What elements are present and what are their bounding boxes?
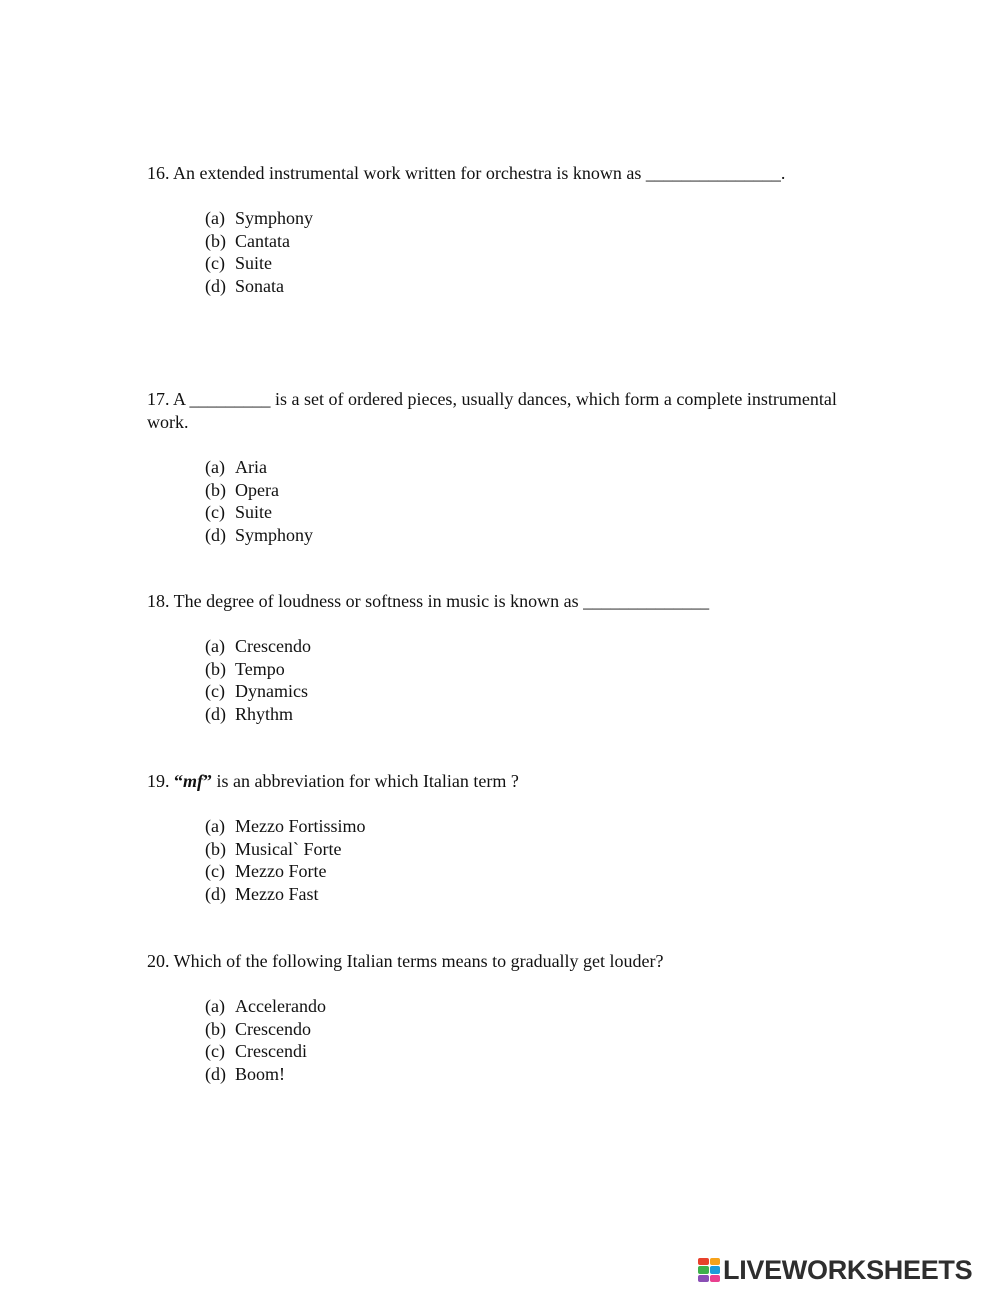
question-20-option-c[interactable]: (c) Crescendi xyxy=(205,1041,307,1062)
question-20-option-a[interactable]: (a) Accelerando xyxy=(205,996,326,1016)
logo-block-5 xyxy=(698,1275,709,1282)
question-16 xyxy=(147,162,847,297)
question-20-stem: 20. Which of the following Italian terms means to gradually get louder? xyxy=(147,951,664,971)
question-16-option-d[interactable]: (d) Sonata xyxy=(205,275,284,296)
question-16-options xyxy=(205,207,847,297)
question-16-option-b[interactable]: (b) Cantata xyxy=(205,230,290,251)
question-19-stem: 19. “mf” is an abbreviation for which Italian term ? xyxy=(147,771,519,791)
question-18-option-a[interactable]: (a) Crescendo xyxy=(205,636,311,656)
question-17-option-c[interactable]: (c) Suite xyxy=(205,502,273,523)
question-20-option-b[interactable]: (b) Crescendo xyxy=(205,1018,311,1039)
question-20-options xyxy=(205,995,847,1085)
liveworksheets-wordmark: LIVEWORKSHEETS xyxy=(723,1255,973,1285)
question-19-options xyxy=(205,815,847,905)
question-18-stem: 18. The degree of loudness or softness in music is known as ______________ xyxy=(147,591,710,611)
question-17-stem: 17. A _________ is a set of ordered pieces, usually dances, which form a complete instrumental work. xyxy=(147,389,837,432)
question-19-option-c[interactable]: (c) Mezzo Forte xyxy=(205,861,327,882)
logo-block-1 xyxy=(698,1258,709,1265)
mf-term: “mf” xyxy=(174,771,212,791)
logo-block-6 xyxy=(710,1275,721,1282)
question-17-option-d[interactable]: (d) Symphony xyxy=(205,524,314,545)
question-19-option-d[interactable]: (d) Mezzo Fast xyxy=(205,883,319,904)
question-17-options xyxy=(205,456,847,546)
liveworksheets-logo-icon xyxy=(698,1258,720,1282)
question-18 xyxy=(147,590,847,725)
question-19-option-a[interactable]: (a) Mezzo Fortissimo xyxy=(205,816,366,836)
question-19-option-b[interactable]: (b) Musical` Forte xyxy=(205,838,342,859)
question-19 xyxy=(147,770,847,905)
question-20 xyxy=(147,950,847,1085)
question-20-option-d[interactable]: (d) Boom! xyxy=(205,1063,286,1084)
question-18-option-b[interactable]: (b) Tempo xyxy=(205,658,285,679)
question-17-option-a[interactable]: (a) Aria xyxy=(205,457,267,477)
logo-block-3 xyxy=(698,1266,709,1273)
question-17-option-b[interactable]: (b) Opera xyxy=(205,479,279,500)
question-16-option-a[interactable]: (a) Symphony xyxy=(205,208,314,228)
question-17 xyxy=(147,388,847,546)
question-16-option-c[interactable]: (c) Suite xyxy=(205,253,273,274)
question-18-options xyxy=(205,635,847,725)
liveworksheets-logo[interactable] xyxy=(698,1257,972,1283)
question-18-option-d[interactable]: (d) Rhythm xyxy=(205,703,294,724)
logo-block-4 xyxy=(710,1266,721,1273)
logo-block-2 xyxy=(710,1258,721,1265)
question-16-stem: 16. An extended instrumental work written for orchestra is known as _______________. xyxy=(147,163,786,183)
question-18-option-c[interactable]: (c) Dynamics xyxy=(205,681,308,702)
